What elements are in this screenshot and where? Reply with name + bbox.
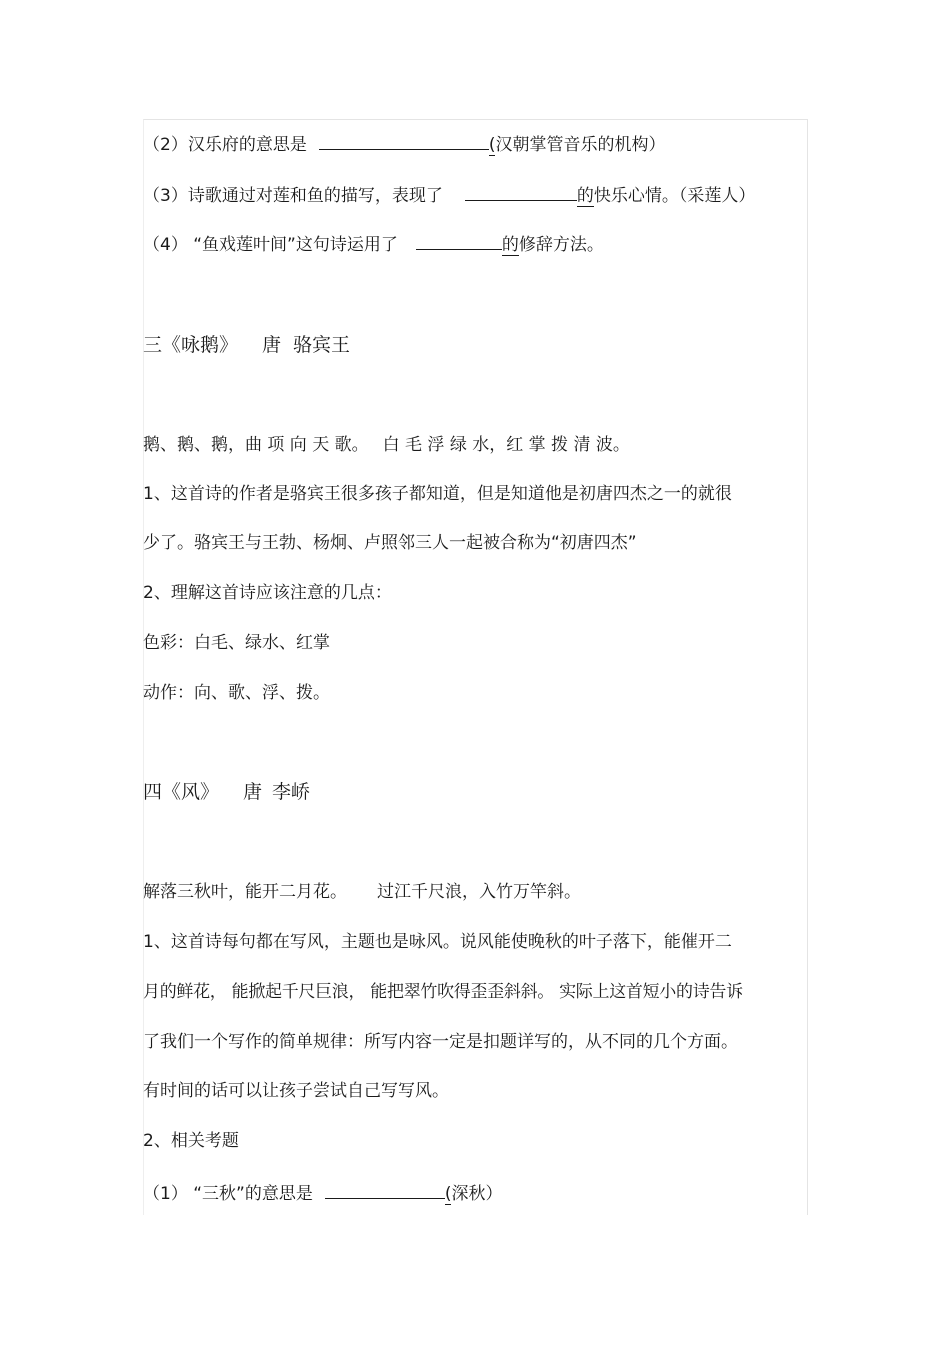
answer-underlined-char: (	[488, 135, 496, 155]
answer-blank	[319, 131, 489, 150]
section-3-note-1-line-2: 少了。骆宾王与王勃、杨炯、卢照邻三人一起被合称为“初唐四杰”	[143, 533, 637, 553]
answer-underlined-char: 的	[576, 186, 594, 206]
question-2-answer: 汉朝掌管音乐的机构）	[495, 135, 666, 155]
question-3-prefix: （3）诗歌通过对莲和鱼的描写，表现了	[143, 186, 443, 206]
section-4-heading	[143, 780, 310, 804]
answer-underlined-char: 的	[501, 235, 519, 255]
answer-blank	[416, 231, 502, 250]
poem-line-2: 过江千尺浪，入竹万竿斜。	[377, 882, 581, 902]
section-4-author: 李峤	[272, 781, 311, 803]
section-4-note-1-line-1: 1、这首诗每句都在写风，主题也是咏风。说风能使晚秋的叶子落下，能催开二	[143, 932, 732, 952]
question-2	[143, 131, 665, 157]
section-3-dynasty: 唐	[262, 334, 282, 356]
section-4-question-1	[143, 1180, 502, 1206]
answer-underlined-char: (	[444, 1184, 452, 1204]
section-3-actions: 动作：向、歌、浮、拨。	[143, 683, 330, 703]
section-3-colors: 色彩：白毛、绿水、红掌	[143, 633, 330, 653]
question-4-prefix: （4） “鱼戏莲叶间”这句诗运用了	[143, 235, 398, 255]
section-3-heading	[143, 333, 350, 357]
question-1-answer: 深秋）	[451, 1184, 503, 1204]
section-4-note-1-line-4: 有时间的话可以让孩子尝试自己写写风。	[143, 1081, 449, 1101]
answer-blank	[465, 182, 577, 201]
section-3-title: 三《咏鹅》	[143, 334, 239, 356]
poem-line-1: 鹅、鹅、鹅，曲 项 向 天 歌。	[143, 435, 369, 455]
question-3-answer: 快乐心情。（采莲人）	[593, 186, 756, 206]
question-2-prefix: （2）汉乐府的意思是	[143, 135, 307, 155]
poem-line-1: 解落三秋叶，能开二月花。	[143, 882, 347, 902]
section-4-title: 四《风》	[143, 781, 220, 803]
section-3-note-1-line-1: 1、这首诗的作者是骆宾王很多孩子都知道，但是知道他是初唐四杰之一的就很	[143, 484, 732, 504]
section-4-poem	[143, 880, 581, 904]
section-4-note-1-line-3: 了我们一个写作的简单规律：所写内容一定是扣题详写的，从不同的几个方面。	[143, 1032, 738, 1052]
section-3-note-2: 2、理解这首诗应该注意的几点：	[143, 583, 392, 603]
question-4-answer: 修辞方法。	[518, 235, 604, 255]
section-3-author: 骆宾王	[293, 334, 351, 356]
section-3-poem	[143, 433, 630, 457]
section-4-dynasty: 唐	[243, 781, 263, 803]
section-4-note-1-line-2: 月的鲜花， 能掀起千尺巨浪， 能把翠竹吹得歪歪斜斜。 实际上这首短小的诗告诉	[143, 982, 743, 1002]
question-4	[143, 231, 604, 257]
section-4-note-2: 2、相关考题	[143, 1131, 239, 1151]
answer-blank	[325, 1180, 445, 1199]
poem-line-2: 白 毛 浮 绿 水，红 掌 拨 清 波。	[382, 435, 630, 455]
question-3	[143, 182, 755, 208]
question-1-prefix: （1） “三秋”的意思是	[143, 1184, 313, 1204]
